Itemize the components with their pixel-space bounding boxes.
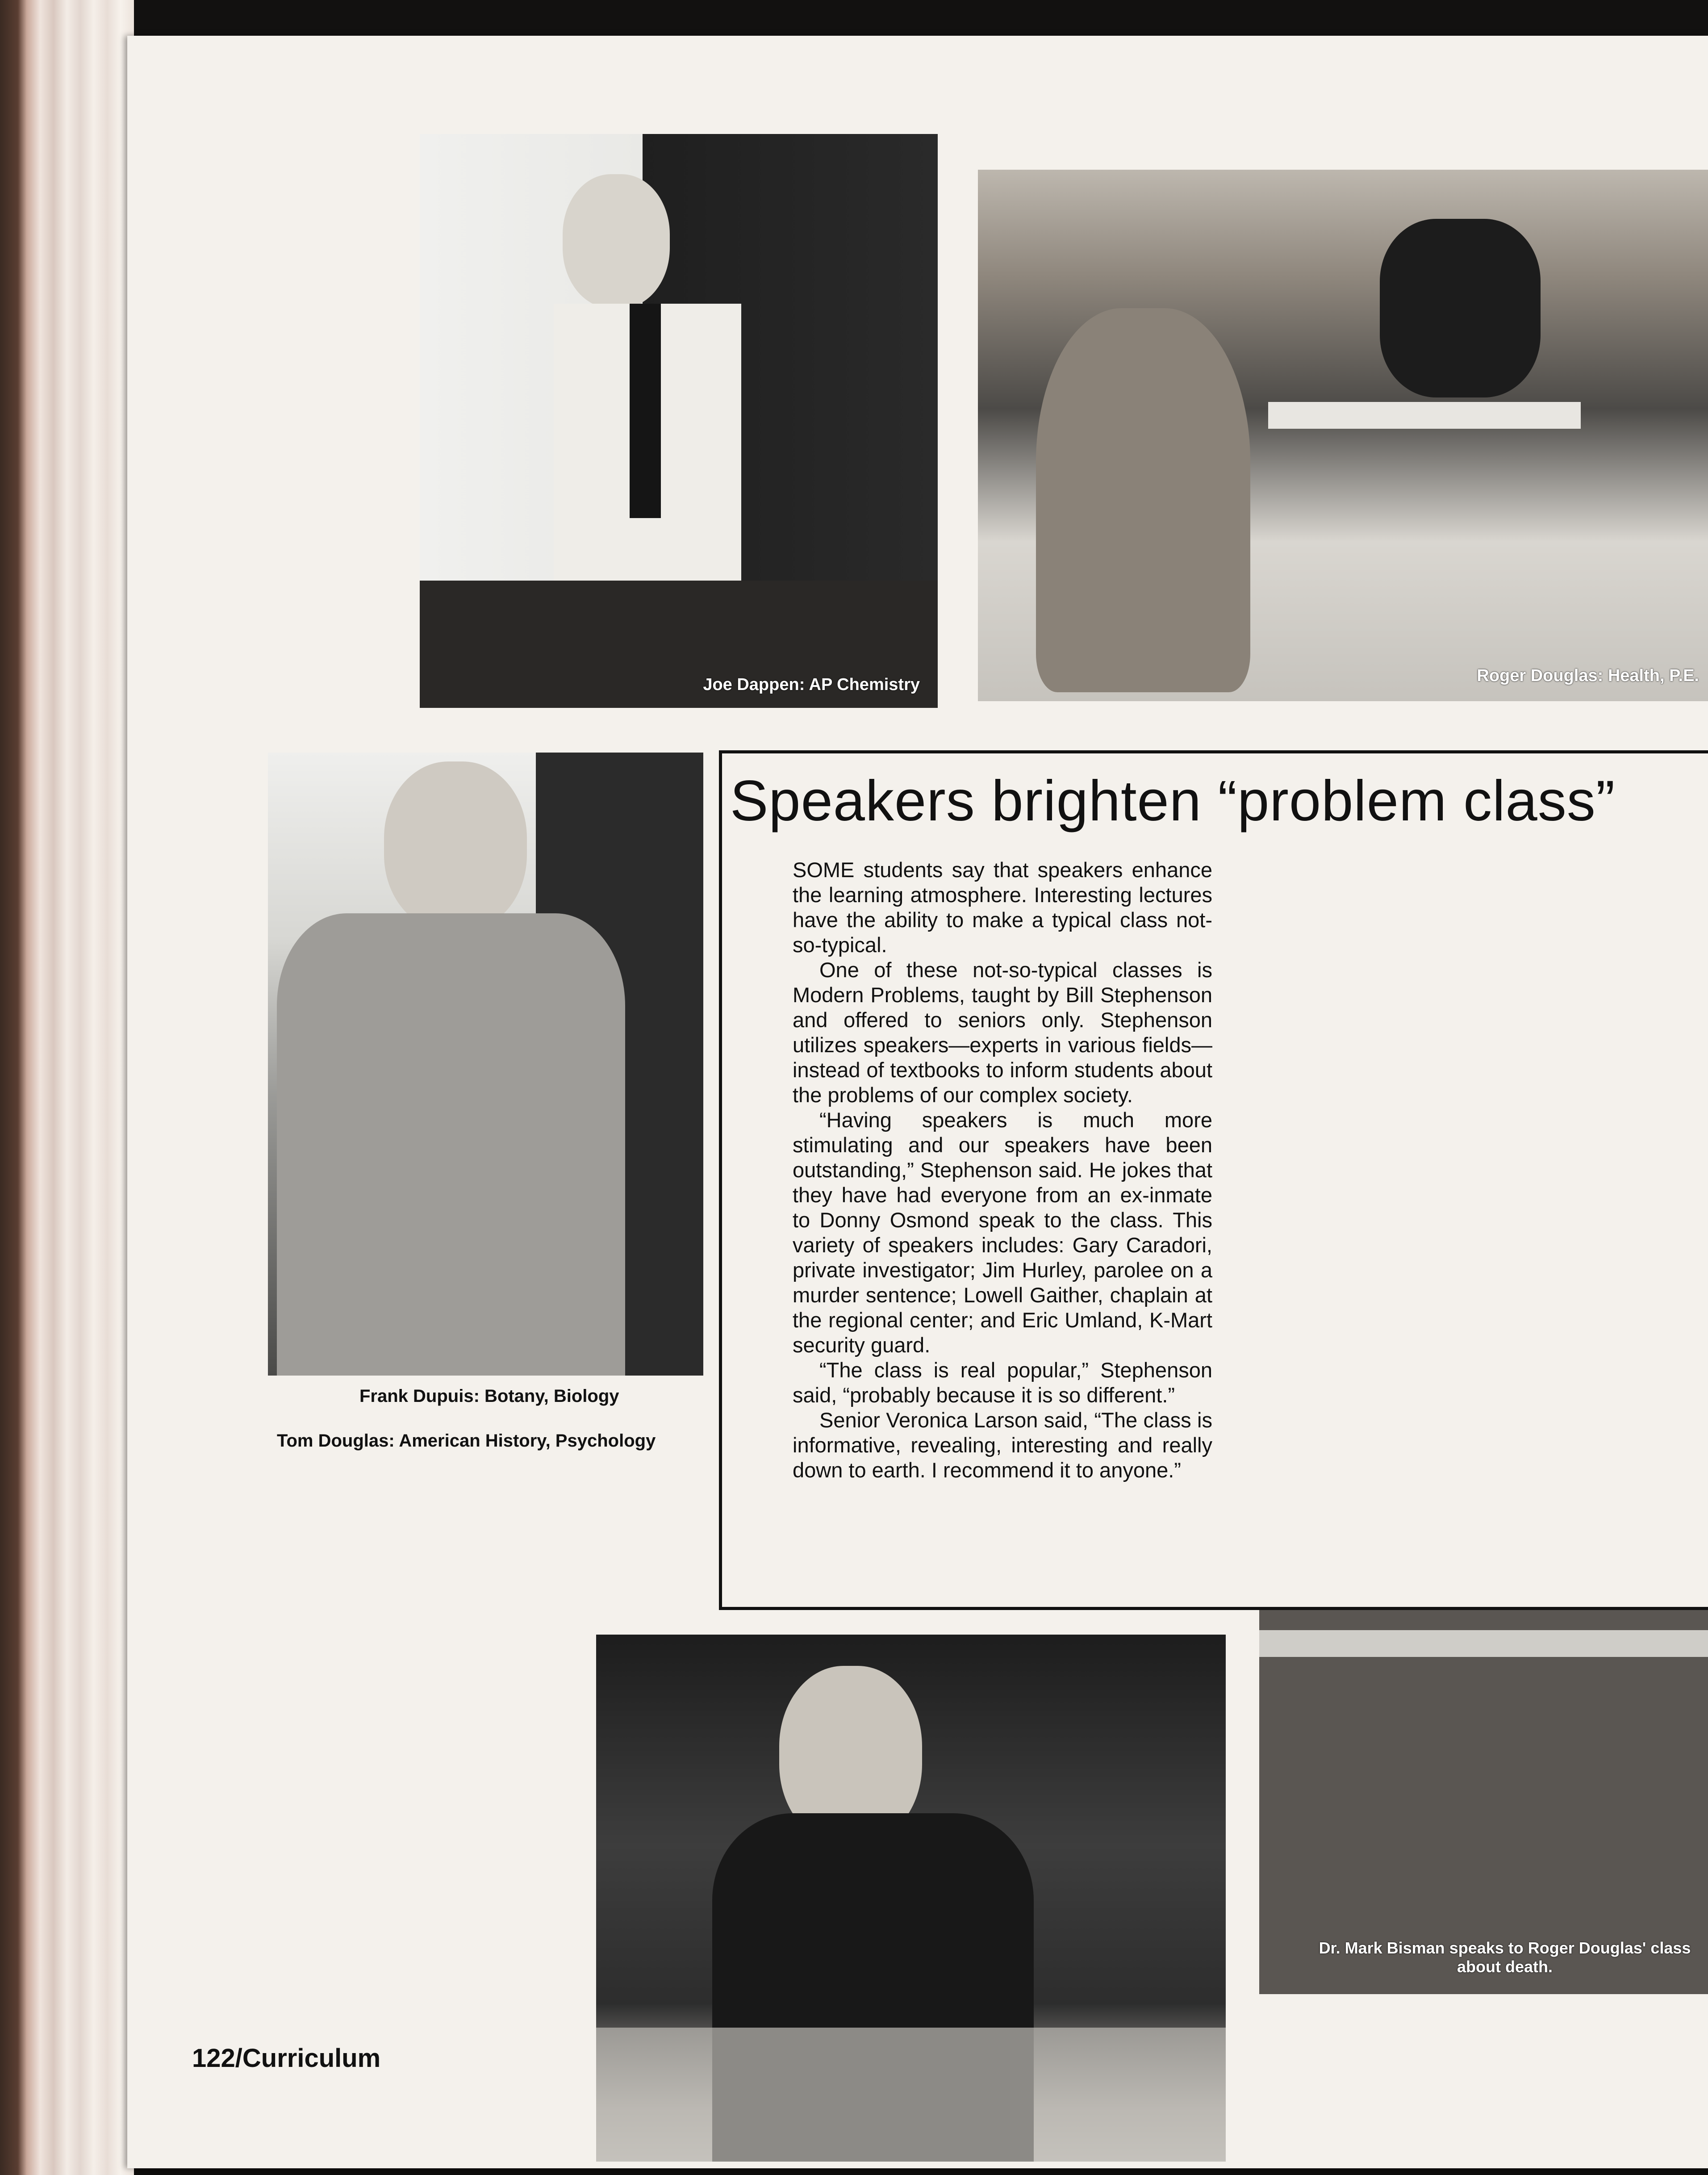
article-paragraph: One of these not-so-typical classes is Modern Problems, taught by Bill Stephenson and offered to seniors only. Stephenson utilizes speakers—experts in various fields—instead of textbooks to inform students about the problems of our complex society.: [793, 958, 1212, 1107]
photo-tom-douglas: [596, 1635, 1226, 2162]
article-paragraph: “Having speakers is much more stimulating and our speakers have been outstanding,” Stephenson said. He jokes that they have had everyone from an ex-inmate to Donny Osmond speak to the class. This variety of speakers includes: Gary Caradori, private investigator; Jim Hurley, parolee on a murder sentence; Lowell Gaither, chaplain at the regional center; and Eric Umland, K-Mart security guard.: [793, 1108, 1212, 1357]
photo-roger-douglas: [978, 170, 1708, 701]
photo-caption-dappen: Joe Dappen: AP Chemistry: [703, 675, 920, 694]
top-dark-edge: [0, 0, 1708, 36]
article-paragraph: “The class is real popular,” Stephenson said, “probably because it is so different.”: [793, 1358, 1212, 1407]
article-paragraph: SOME students say that speakers enhance the learning atmosphere. Interesting lectures have the ability to make a typical class not-so-typical.: [793, 858, 1212, 957]
caption-frank-dupuis: Frank Dupuis: Botany, Biology: [359, 1386, 619, 1406]
caption-tom-douglas: Tom Douglas: American History, Psychology: [277, 1431, 656, 1451]
book-binding-edge: [0, 0, 134, 2175]
photo-joe-dappen: [420, 134, 938, 708]
photo-caption-roger-douglas: Roger Douglas: Health, P.E.: [1477, 666, 1699, 685]
article-headline: Speakers brighten “problem class”: [730, 769, 1616, 833]
article-body: [793, 857, 1212, 1483]
photo-frank-dupuis: [268, 753, 703, 1376]
photo-caption-bisman: Dr. Mark Bisman speaks to Roger Douglas' class about death.: [1319, 1939, 1691, 1976]
page-folio: 122/Curriculum: [192, 2044, 381, 2073]
article-paragraph: Senior Veronica Larson said, “The class is informative, revealing, interesting and really down to earth. I recommend it to anyone.”: [793, 1408, 1212, 1482]
